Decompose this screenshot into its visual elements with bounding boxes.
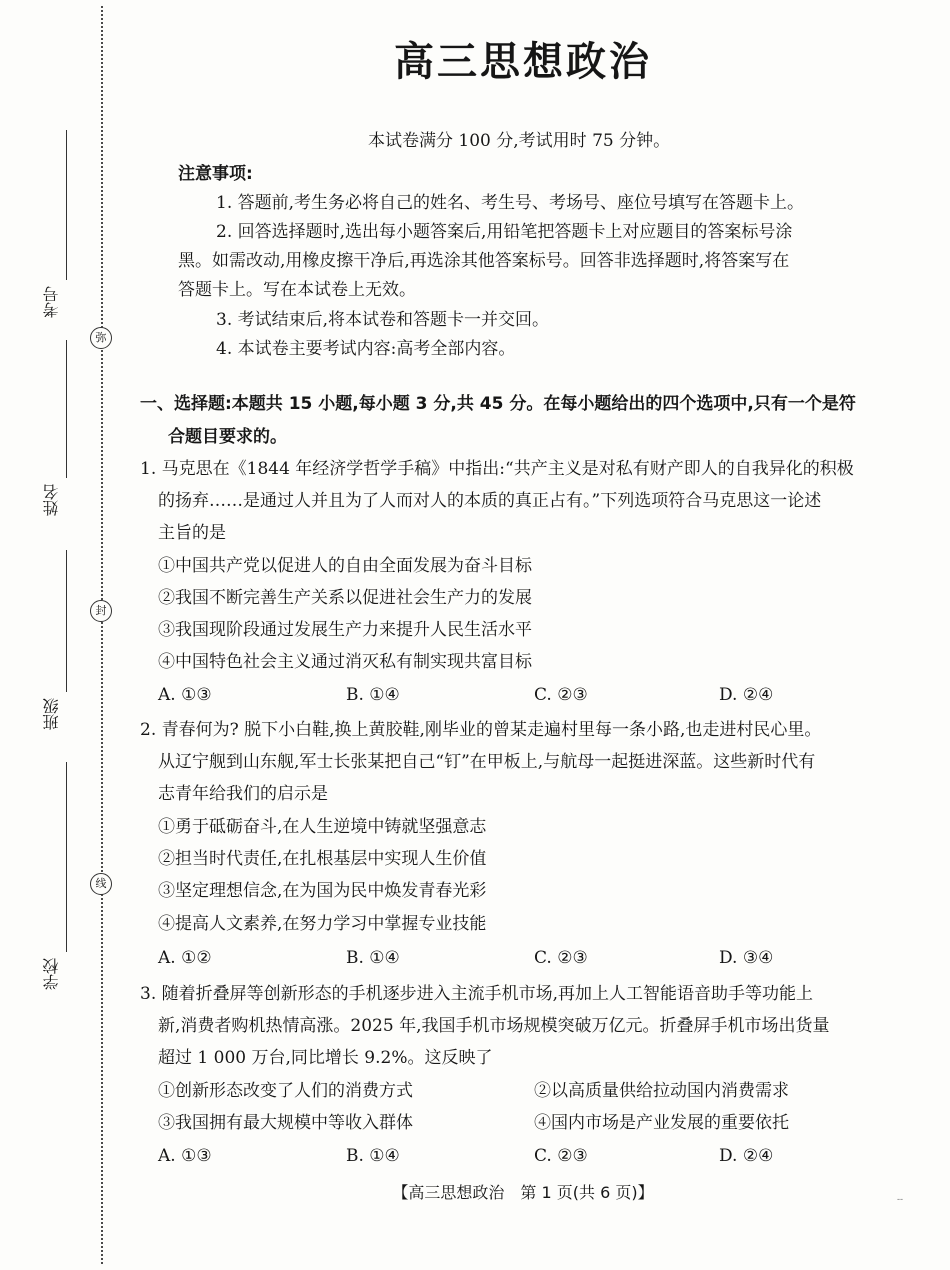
question-item: ④中国特色社会主义通过消灭私有制实现共富目标	[158, 652, 532, 672]
page-title: 高三思想政治	[394, 39, 652, 85]
name-line[interactable]	[66, 340, 67, 478]
notes-line: 2. 回答选择题时,选出每小题答案后,用铅笔把答题卡上对应题目的答案标号涂	[216, 222, 793, 242]
question-item: ②我国不断完善生产关系以促进社会生产力的发展	[158, 588, 532, 608]
question-item: ④国内市场是产业发展的重要依托	[534, 1113, 789, 1133]
page-footer: 【高三思想政治 第 1 页(共 6 页)】	[392, 1183, 654, 1202]
notes-line: 答题卡上。写在本试卷上无效。	[178, 280, 416, 300]
question-item: ①中国共产党以促进人的自由全面发展为奋斗目标	[158, 556, 532, 576]
class-line[interactable]	[66, 550, 67, 692]
question-stem: 新,消费者购机热情高涨。2025 年,我国手机市场规模突破万亿元。折叠屏手机市场出货量	[158, 1016, 830, 1036]
option-a[interactable]: A. ①③	[158, 685, 212, 705]
question-item: ②以高质量供给拉动国内消费需求	[534, 1081, 789, 1101]
field-label: 学校	[42, 958, 61, 990]
option-a[interactable]: A. ①②	[158, 948, 212, 968]
option-c[interactable]: C. ②③	[534, 1146, 588, 1166]
seal-mark-mi: 弥	[90, 327, 112, 349]
question-stem: 超过 1 000 万台,同比增长 9.2%。这反映了	[158, 1048, 493, 1068]
option-a[interactable]: A. ①③	[158, 1146, 212, 1166]
question-item: ②担当时代责任,在扎根基层中实现人生价值	[158, 849, 487, 869]
section-heading: 合题目要求的。	[168, 427, 287, 447]
notes-line: 4. 本试卷主要考试内容:高考全部内容。	[216, 339, 516, 359]
question-item: ③我国拥有最大规模中等收入群体	[158, 1113, 413, 1133]
question-stem: 的扬弃……是通过人并且为了人而对人的本质的真正占有。”下列选项符合马克思这一论述	[158, 491, 822, 511]
option-b[interactable]: B. ①④	[346, 948, 400, 968]
question-stem: 3. 随着折叠屏等创新形态的手机逐步进入主流手机市场,再加上人工智能语音助手等功能上	[140, 984, 814, 1004]
seal-mark-xian: 线	[90, 873, 112, 895]
question-item: ③我国现阶段通过发展生产力来提升人民生活水平	[158, 620, 532, 640]
notes-heading: 注意事项:	[178, 164, 253, 184]
question-stem: 志青年给我们的启示是	[158, 784, 328, 804]
option-c[interactable]: C. ②③	[534, 948, 588, 968]
field-label: 姓名	[42, 484, 61, 516]
section-heading: 一、选择题:本题共 15 小题,每小题 3 分,共 45 分。在每小题给出的四个选项中,只有一个是符	[140, 394, 856, 414]
notes-line: 1. 答题前,考生务必将自己的姓名、考生号、考场号、座位号填写在答题卡上。	[216, 193, 805, 213]
question-item: ①创新形态改变了人们的消费方式	[158, 1081, 413, 1101]
seal-mark-feng: 封	[90, 600, 112, 622]
question-stem: 主旨的是	[158, 523, 226, 543]
question-item: ④提高人文素养,在努力学习中掌握专业技能	[158, 914, 487, 934]
option-d[interactable]: D. ②④	[719, 685, 774, 705]
option-d[interactable]: D. ②④	[719, 1146, 774, 1166]
scan-mark: --	[897, 1195, 904, 1205]
question-stem: 2. 青春何为? 脱下小白鞋,换上黄胶鞋,刚毕业的曾某走遍村里每一条小路,也走进村民心里。	[140, 720, 822, 740]
option-b[interactable]: B. ①④	[346, 685, 400, 705]
binding-margin	[0, 0, 125, 1270]
question-stem: 1. 马克思在《1844 年经济学哲学手稿》中指出:“共产主义是对私有财产即人的自我异化的积极	[140, 459, 854, 479]
question-stem: 从辽宁舰到山东舰,军士长张某把自己“钉”在甲板上,与航母一起挺进深蓝。这些新时代有	[158, 752, 816, 772]
seal-dotted-line	[101, 6, 103, 1264]
question-item: ③坚定理想信念,在为国为民中焕发青春光彩	[158, 881, 487, 901]
notes-line: 3. 考试结束后,将本试卷和答题卡一并交回。	[216, 310, 550, 330]
notes-line: 黑。如需改动,用橡皮擦干净后,再选涂其他答案标号。回答非选择题时,将答案写在	[178, 251, 790, 271]
exam-number-line[interactable]	[66, 130, 67, 280]
field-label: 班级	[42, 698, 61, 730]
option-c[interactable]: C. ②③	[534, 685, 588, 705]
school-line[interactable]	[66, 762, 67, 952]
question-item: ①勇于砥砺奋斗,在人生逆境中铸就坚强意志	[158, 817, 487, 837]
intro-text: 本试卷满分 100 分,考试用时 75 分钟。	[368, 131, 671, 151]
field-label: 考号	[42, 286, 61, 318]
option-b[interactable]: B. ①④	[346, 1146, 400, 1166]
option-d[interactable]: D. ③④	[719, 948, 774, 968]
